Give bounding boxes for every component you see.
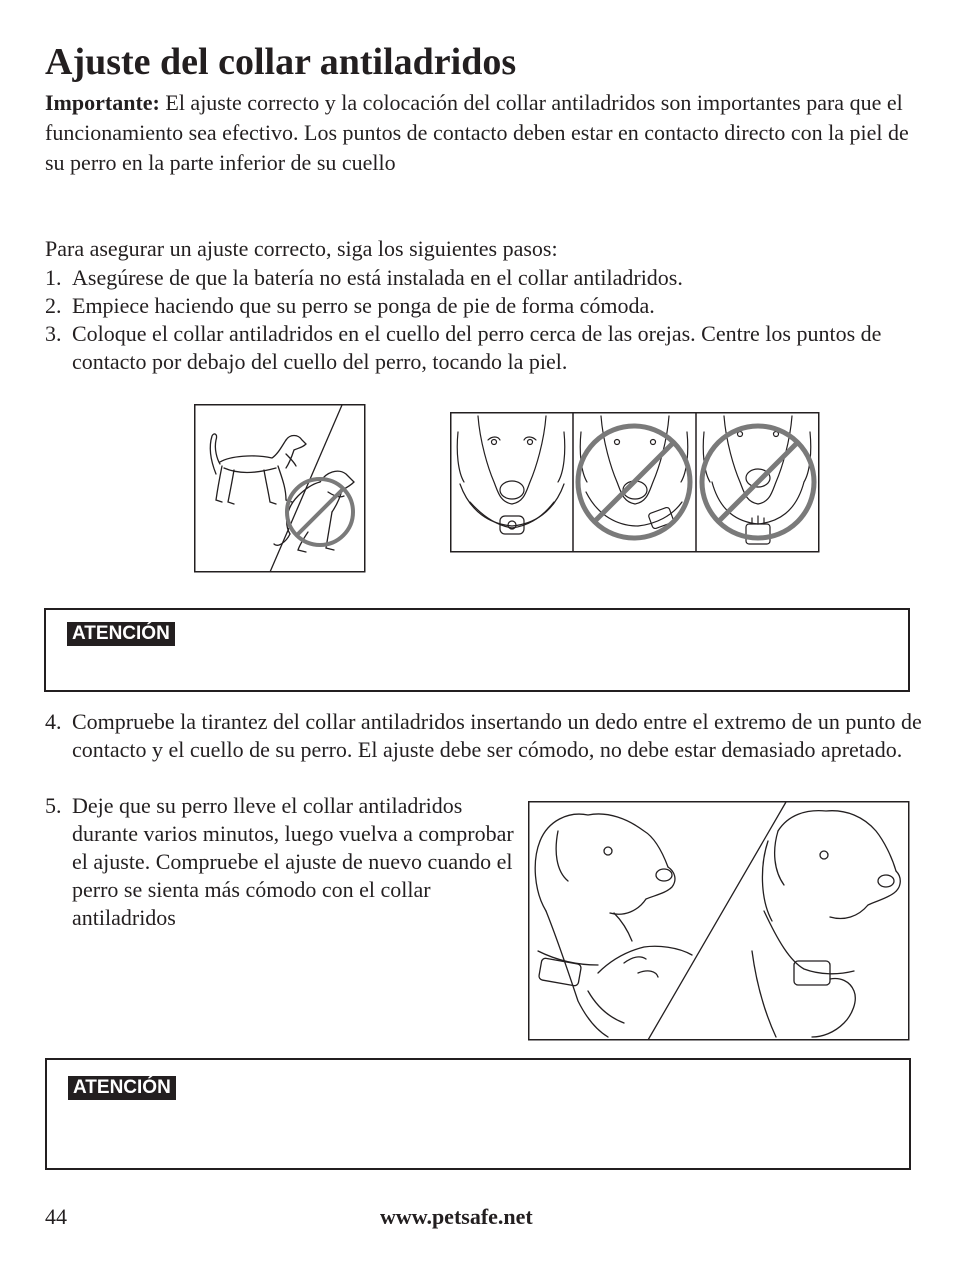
step-2: 2. Empiece haciendo que su perro se ponga de pie de forma cómoda. [45, 293, 655, 318]
warning-label: ATENCIÓN [68, 1076, 176, 1100]
step-1: 1. Asegúrese de que la batería no está instalada en el collar antiladridos. [45, 265, 683, 290]
step-5: 5. Deje que su perro lleve el collar antiladridos durante varios minutos, luego vuelva a comprobar el ajuste. Compruebe el ajuste de nuevo cuando el perro se sienta más cómodo con el collar antiladridos [45, 793, 514, 930]
collar-position-illustration [450, 412, 820, 553]
steps-intro: Para asegurar un ajuste correcto, siga los siguientes pasos: [45, 236, 558, 261]
collar-fit-check-illustration [528, 801, 910, 1041]
warning-box-1 [44, 608, 910, 692]
important-label: Importante: [45, 90, 160, 115]
step-4: 4. Compruebe la tirantez del collar antiladridos insertando un dedo entre el extremo de un punto de contacto y el cuello de su perro. El ajuste debe ser cómodo, no debe estar demasiado apretado. [45, 709, 922, 762]
intro-paragraph [45, 88, 915, 178]
step-3: 3. Coloque el collar antiladridos en el cuello del perro cerca de las orejas. Centre los puntos de contacto por debajo del cuello del perro, tocando la piel. [45, 321, 882, 374]
warning-label: ATENCIÓN [67, 622, 175, 646]
warning-box-2 [45, 1058, 911, 1170]
standing-vs-sitting-illustration [194, 404, 366, 573]
footer-url[interactable]: www.petsafe.net [380, 1204, 533, 1229]
intro-text: El ajuste correcto y la colocación del collar antiladridos son importantes para que el funcionamiento sea efectivo. Los puntos de contacto deben estar en contacto directo con la piel de su perro en la parte inferior de su cuello [45, 90, 909, 175]
page-number: 44 [45, 1204, 67, 1229]
page-title: Ajuste del collar antiladridos [45, 41, 517, 83]
